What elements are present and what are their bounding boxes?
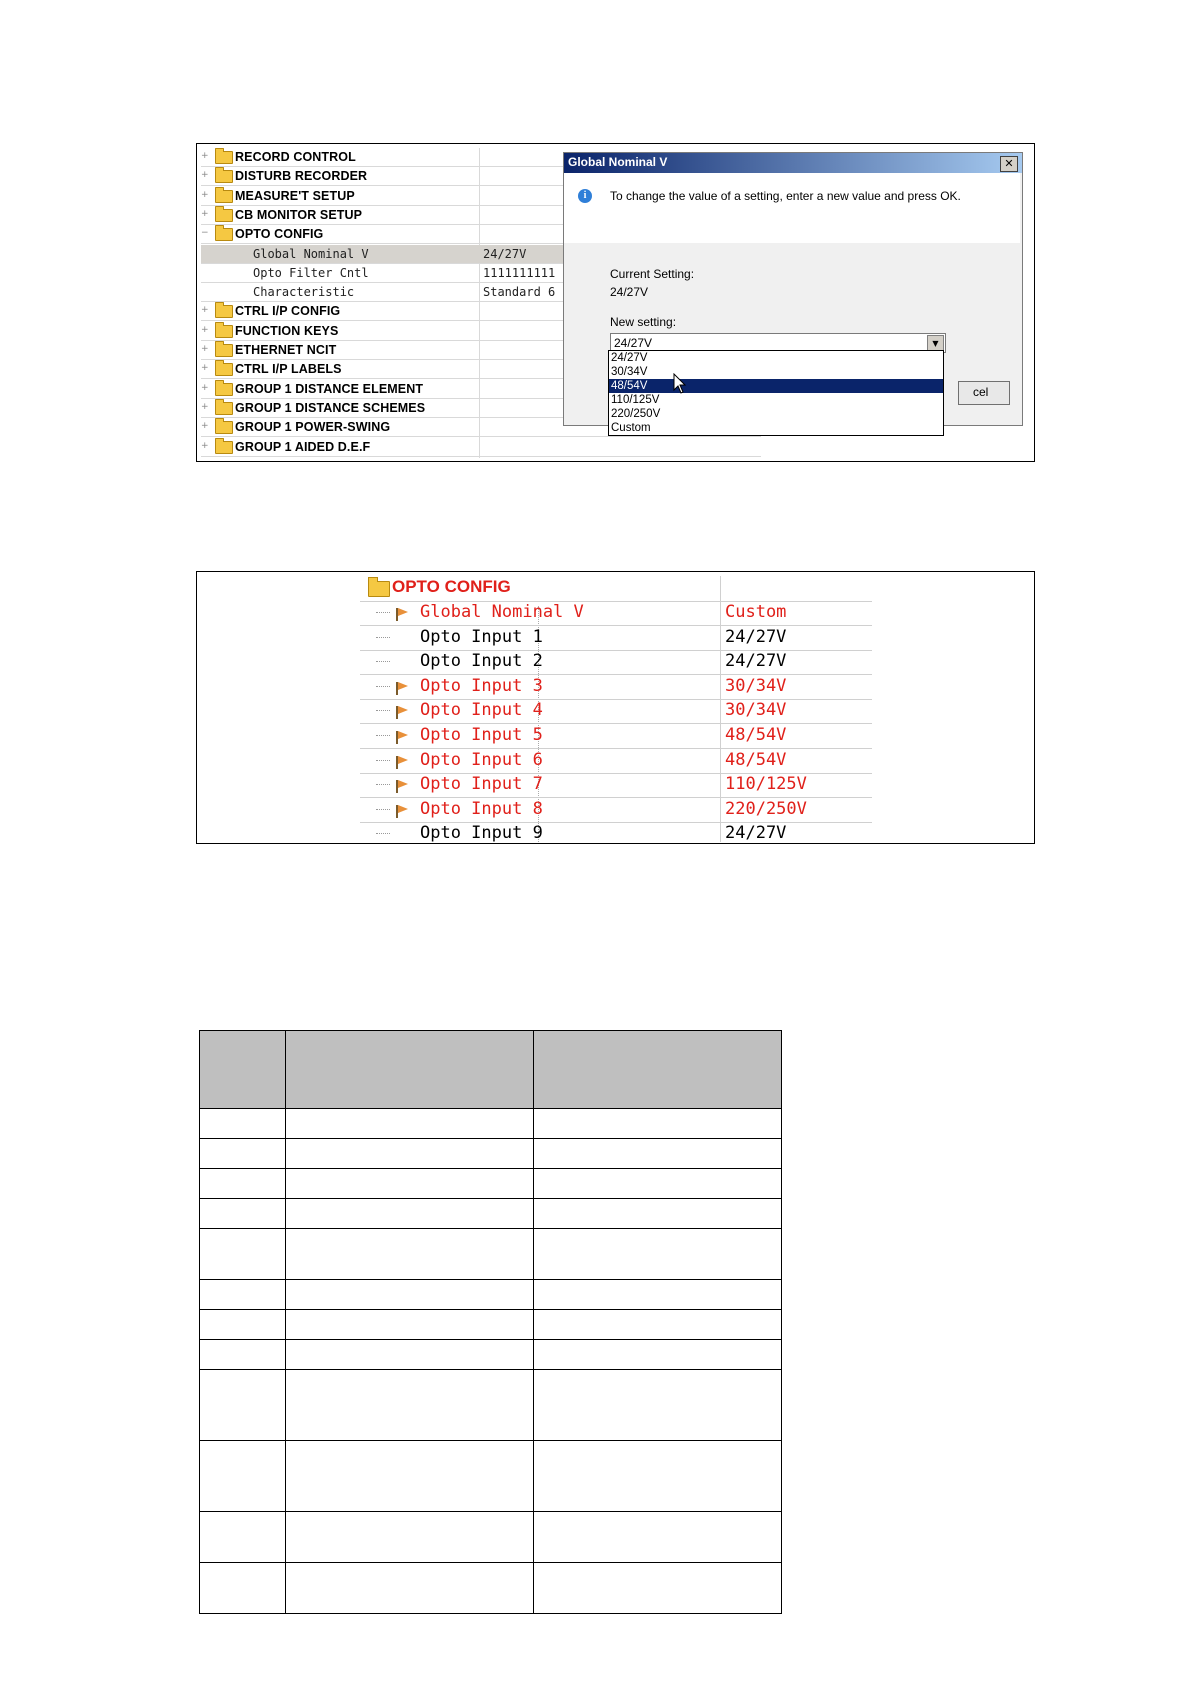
tree-folder-label: ETHERNET NCIT [235,343,337,357]
expand-toggle-icon[interactable]: + [201,440,209,451]
folder-icon [215,441,233,454]
dropdown-option[interactable]: 220/250V [611,408,661,420]
tree-branch-line [376,686,390,687]
opto-setting-row[interactable] [360,674,872,700]
setting-label: Global Nominal V [253,246,369,261]
table-cell [286,1169,534,1199]
opto-setting-value: 24/27V [725,626,787,647]
opto-setting-label: Opto Input 3 [420,675,543,696]
table-cell [286,1310,534,1340]
opto-setting-value: 30/34V [725,700,787,721]
tree-branch-line [376,809,390,810]
tree-branch-line [376,661,390,662]
tree-branch-line [376,612,390,613]
opto-setting-value: 24/27V [725,651,787,672]
opto-setting-value: 30/34V [725,675,787,696]
dropdown-option[interactable]: 24/27V [611,352,648,364]
table-cell [534,1340,782,1370]
opto-setting-value: Custom [725,602,787,622]
table-cell [286,1370,534,1441]
folder-icon [215,151,233,164]
blank-table [199,1030,782,1614]
table-cell [200,1199,286,1229]
table-row [200,1280,782,1310]
dropdown-option[interactable]: 30/34V [611,366,648,378]
table-header-cell [286,1031,534,1109]
expand-toggle-icon[interactable]: + [201,382,209,393]
table-row [200,1169,782,1199]
opto-setting-label: Opto Input 9 [420,823,543,844]
tree-branch-line [376,735,390,736]
table-cell [286,1229,534,1280]
dropdown-option[interactable]: 48/54V [609,379,943,393]
current-setting-label: Current Setting: [610,267,695,281]
folder-icon [215,363,233,376]
setting-value: 24/27V [483,246,527,261]
expand-toggle-icon[interactable]: + [201,170,209,181]
expand-toggle-icon[interactable]: + [201,208,209,219]
opto-setting-row[interactable] [360,649,872,675]
expand-toggle-icon[interactable]: + [201,324,209,335]
settings-screenshot-2 [196,571,1035,844]
tree-folder-label: GROUP 1 DISTANCE SCHEMES [235,400,426,415]
table-cell [200,1109,286,1139]
table-row [200,1139,782,1169]
table-cell [200,1169,286,1199]
folder-icon [215,228,233,241]
opto-setting-value: 48/54V [725,749,787,770]
opto-setting-label: Opto Input 5 [420,725,543,745]
tree-folder-label: GROUP 1 POWER-SWING [235,420,391,435]
table-cell [534,1280,782,1310]
tree-branch-line [376,833,390,834]
table-cell [286,1512,534,1563]
table-cell [200,1512,286,1563]
table-row [200,1563,782,1614]
table-cell [534,1109,782,1139]
table-cell [286,1139,534,1169]
flag-icon [396,706,408,718]
opto-setting-row[interactable] [360,600,872,626]
expand-toggle-icon[interactable]: + [201,401,209,412]
current-setting-value: 24/27V [610,285,649,299]
close-icon[interactable]: ✕ [1000,156,1018,172]
opto-setting-row[interactable] [360,797,872,823]
table-header-cell [534,1031,782,1109]
flag-icon [396,608,408,620]
dialog-message: To change the value of a setting, enter a new value and press OK. [610,189,961,203]
combo-value: 24/27V [614,336,653,350]
setting-label: Characteristic [253,285,355,300]
flag-icon [396,731,408,743]
tree-folder-label: CTRL I/P CONFIG [235,304,341,319]
table-cell [286,1280,534,1310]
tree-branch-line [376,710,390,711]
folder-icon [215,190,233,203]
setting-value: Standard 6 [483,285,556,300]
opto-setting-row[interactable] [360,772,872,798]
tree-folder-row[interactable] [201,438,761,457]
table-cell [286,1563,534,1614]
table-cell [200,1139,286,1169]
tree-folder-label: GROUP 1 AIDED D.E.F [235,439,371,454]
table-cell [534,1563,782,1614]
folder-icon [215,421,233,434]
settings-screenshot-1 [196,143,1035,462]
cancel-button[interactable] [958,381,1010,405]
tree-folder-label: FUNCTION KEYS [235,323,339,338]
folder-open-icon [368,581,390,597]
table-cell [286,1441,534,1512]
opto-setting-label: Opto Input 6 [420,749,543,770]
opto-setting-row[interactable] [360,748,872,774]
tree-folder-label: GROUP 1 DISTANCE ELEMENT [235,381,424,396]
expand-toggle-icon[interactable]: + [201,421,209,432]
table-cell [200,1563,286,1614]
dropdown-option[interactable]: 110/125V [611,394,660,406]
opto-setting-label: Opto Input 2 [420,651,543,672]
cancel-button-label: cel [973,385,989,399]
opto-setting-label: Opto Input 1 [420,626,543,647]
table-row [200,1199,782,1229]
table-cell [534,1199,782,1229]
flag-icon [396,682,408,694]
table-cell [200,1280,286,1310]
table-cell [534,1139,782,1169]
new-setting-label: New setting: [610,315,677,329]
opto-setting-row[interactable] [360,821,872,844]
opto-setting-row[interactable] [360,723,872,749]
expand-toggle-icon[interactable]: − [201,228,209,239]
opto-config-header[interactable] [360,576,872,602]
info-icon: i [578,189,592,203]
opto-setting-row[interactable] [360,698,872,724]
tree-folder-label: CB MONITOR SETUP [235,207,363,222]
opto-setting-label: Opto Input 8 [420,798,543,819]
table-cell [534,1441,782,1512]
dropdown-option[interactable]: Custom [611,422,651,434]
folder-icon [215,209,233,222]
tree-branch-line [376,637,390,638]
table-cell [200,1310,286,1340]
opto-config-label: OPTO CONFIG [392,577,511,596]
setting-label: Opto Filter Cntl [253,265,369,280]
dialog-message-area [564,173,1020,243]
expand-toggle-icon[interactable]: + [201,151,209,161]
table-cell [534,1169,782,1199]
table-row [200,1512,782,1563]
table-cell [200,1340,286,1370]
table-cell [200,1370,286,1441]
folder-icon [215,325,233,338]
expand-toggle-icon[interactable]: + [201,344,209,354]
opto-setting-value: 24/27V [725,823,787,844]
table-row [200,1441,782,1512]
table-cell [286,1340,534,1370]
chevron-down-icon[interactable]: ▼ [927,335,944,352]
flag-icon [396,805,408,817]
table-cell [200,1441,286,1512]
table-row [200,1229,782,1280]
dialog-title-bar [564,153,1022,173]
table-cell [534,1310,782,1340]
tree-branch-line [376,760,390,761]
opto-setting-label: Opto Input 7 [420,774,543,795]
folder-icon [215,402,233,415]
table-row [200,1109,782,1139]
mouse-cursor-icon [673,373,687,395]
opto-setting-label: Global Nominal V [420,602,584,622]
flag-icon [396,756,408,768]
tree-folder-label: CTRL I/P LABELS [235,362,342,377]
table-cell [534,1512,782,1563]
opto-setting-label: Opto Input 4 [420,700,543,721]
table-cell [200,1229,286,1280]
tree-folder-label: MEASURE'T SETUP [235,188,355,203]
table-row [200,1370,782,1441]
tree-branch-line [376,784,390,785]
expand-toggle-icon[interactable]: + [201,189,209,200]
folder-icon [215,305,233,318]
dialog-title: Global Nominal V [568,155,668,169]
expand-toggle-icon[interactable]: + [201,363,209,374]
expand-toggle-icon[interactable]: + [201,305,209,316]
dropdown-options-list [608,350,944,436]
table-cell [534,1370,782,1441]
flag-icon [396,780,408,792]
tree-folder-label: DISTURB RECORDER [235,169,368,184]
folder-icon [215,344,233,357]
table-cell [534,1229,782,1280]
table-header-cell [200,1031,286,1109]
table-row [200,1340,782,1370]
table-row [200,1310,782,1340]
folder-icon [215,383,233,396]
setting-value: 1111111111 [483,265,556,280]
table-cell [286,1199,534,1229]
tree-folder-label: RECORD CONTROL [235,150,356,164]
opto-setting-value: 220/250V [725,798,807,819]
opto-setting-value: 110/125V [725,774,807,795]
table-cell [286,1109,534,1139]
table-header-row [200,1031,782,1109]
folder-icon [215,170,233,183]
opto-setting-value: 48/54V [725,725,787,745]
opto-setting-row[interactable] [360,625,872,651]
tree-folder-label: OPTO CONFIG [235,227,324,242]
